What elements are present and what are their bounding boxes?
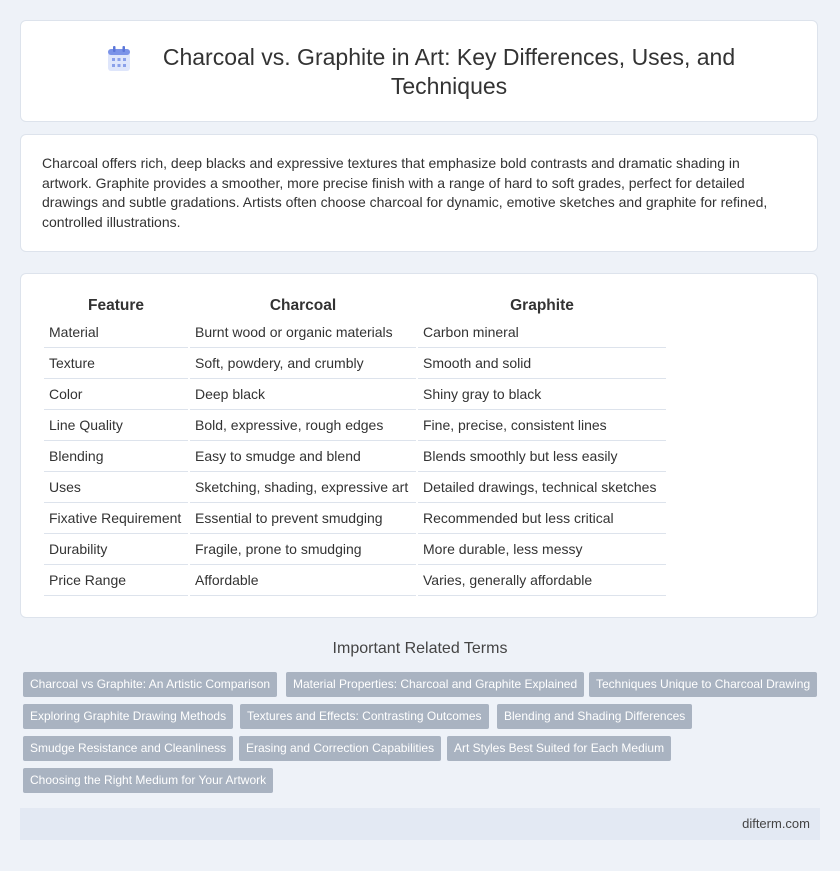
footer [20, 808, 820, 840]
related-term-tag[interactable]: Art Styles Best Suited for Each Medium [447, 736, 671, 761]
related-term-tag[interactable]: Choosing the Right Medium for Your Artwork [23, 768, 273, 793]
table-header-row [44, 295, 666, 317]
table-cell: Affordable [190, 565, 416, 596]
table-cell: Texture [44, 348, 188, 379]
header-feature: Feature [88, 297, 144, 314]
related-term-tag[interactable]: Textures and Effects: Contrasting Outcomes [240, 704, 489, 729]
table-row [44, 348, 666, 379]
related-term-tag[interactable]: Erasing and Correction Capabilities [239, 736, 441, 761]
table-row [44, 317, 666, 348]
related-term-tag[interactable]: Material Properties: Charcoal and Graphite Explained [286, 672, 584, 697]
table-cell: Uses [44, 472, 188, 503]
title-card [20, 20, 818, 122]
table-row [44, 565, 666, 596]
table-cell: Fixative Requirement [44, 503, 188, 534]
table-cell: Varies, generally affordable [418, 565, 666, 596]
table-cell: Material [44, 317, 188, 348]
table-cell: Deep black [190, 379, 416, 410]
table-cell: Essential to prevent smudging [190, 503, 416, 534]
table-cell: Recommended but less critical [418, 503, 666, 534]
footer-site-link[interactable]: difterm.com [742, 816, 810, 831]
table-cell: Blending [44, 441, 188, 472]
related-term-tag[interactable]: Exploring Graphite Drawing Methods [23, 704, 233, 729]
table-cell: Color [44, 379, 188, 410]
intro-paragraph: Charcoal offers rich, deep blacks and expressive textures that emphasize bold contrasts and dramatic shading in artwork. Graphite provides a smoother, more precise finish with a range of hard to soft grades, perfect for detailed drawings and subtle gradations. Artists often choose charcoal for dynamic, emotive sketches and graphite for refined, controlled illustrations. [42, 155, 768, 230]
intro-card [20, 134, 818, 252]
table-cell: Price Range [44, 565, 188, 596]
table-row [44, 410, 666, 441]
table-cell: Sketching, shading, expressive art [190, 472, 416, 503]
table-cell: Shiny gray to black [418, 379, 666, 410]
comparison-card [20, 273, 818, 618]
table-cell: Burnt wood or organic materials [190, 317, 416, 348]
table-cell: Fine, precise, consistent lines [418, 410, 666, 441]
table-cell: Easy to smudge and blend [190, 441, 416, 472]
table-cell: Blends smoothly but less easily [418, 441, 666, 472]
comparison-table [42, 295, 668, 596]
table-row [44, 472, 666, 503]
table-row [44, 534, 666, 565]
related-term-tag[interactable]: Techniques Unique to Charcoal Drawing [589, 672, 817, 697]
table-row [44, 503, 666, 534]
table-cell: Fragile, prone to smudging [190, 534, 416, 565]
related-term-tag[interactable]: Smudge Resistance and Cleanliness [23, 736, 233, 761]
related-term-tag[interactable]: Blending and Shading Differences [497, 704, 692, 729]
table-cell: Carbon mineral [418, 317, 666, 348]
table-row [44, 379, 666, 410]
table-cell: Durability [44, 534, 188, 565]
header-charcoal: Charcoal [269, 297, 337, 314]
table-cell: Bold, expressive, rough edges [190, 410, 416, 441]
table-cell: More durable, less messy [418, 534, 666, 565]
table-cell: Detailed drawings, technical sketches [418, 472, 666, 503]
table-cell: Smooth and solid [418, 348, 666, 379]
table-cell: Line Quality [44, 410, 188, 441]
table-row [44, 441, 666, 472]
page-title: Charcoal vs. Graphite in Art: Key Differences, Uses, and Techniques [162, 44, 736, 99]
related-term-tag[interactable]: Charcoal vs Graphite: An Artistic Comparison [23, 672, 277, 697]
related-terms-heading: Important Related Terms [332, 640, 508, 657]
header-graphite: Graphite [510, 297, 574, 314]
table-cell: Soft, powdery, and crumbly [190, 348, 416, 379]
